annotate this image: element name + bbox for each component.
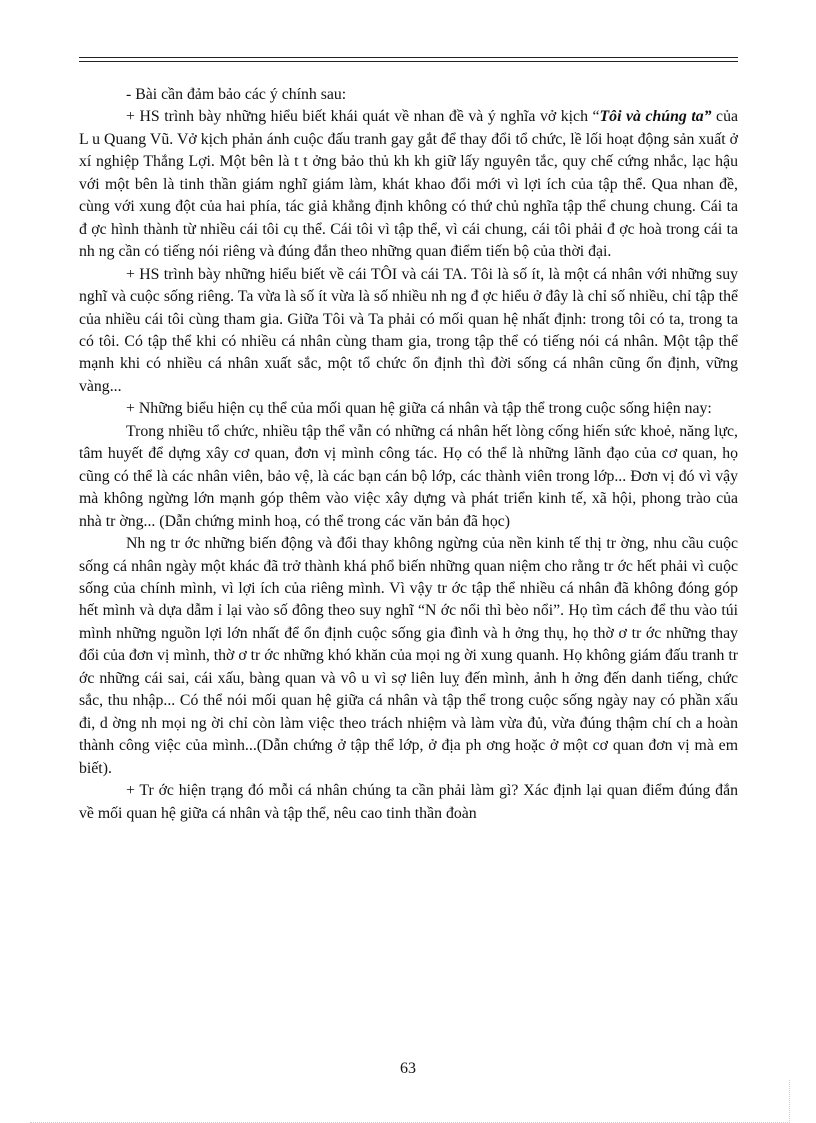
page-number: 63 xyxy=(400,1060,416,1077)
paragraph: Trong nhiều tổ chức, nhiều tập thể vẫn có những cá nhân hết lòng cống hiến sức khoẻ, năng lực, tâm huyết để dựng xây cơ quan, đơn vị mình công tác. Họ có thể là những lãnh đạo của cơ quan, họ cũng có thể là các nhân viên, bảo vệ, là các bạn cán bộ lớp, các thành viên trong lớp... Đơn vị đó vì vậy mà không ngừng lớn mạnh góp thêm vào việc xây dựng và phát triển kinh tế, xã hội, phong trào của nhà tr ờng... (Dẫn chứng minh hoạ, có thể trong các văn bản đã học) xyxy=(79,422,738,530)
play-title: Tôi và chúng ta” xyxy=(599,108,712,126)
header-rule-bottom xyxy=(79,61,738,62)
paragraph: - Bài cần đảm bảo các ý chính sau: xyxy=(126,86,347,103)
paragraph: Nh ng tr ớc những biến động và đổi thay không ngừng của nền kinh tế thị tr ờng, nhu cầu cuộc sống cá nhân ngày một khác đã trở thành khá phổ biến những quan niệm cho rằng tr ớc hết phải vì cuộc sống của chính mình, vì lợi ích của riêng mình. Vì vậy tr ớc tập thể nhiều cá nhân đã không đóng góp hết mình và dựa dẫm ỉ lại vào số đông theo suy nghĩ “N ớc nổi thì bèo nổi”. Họ tìm cách để thu vào túi mình những nguồn lợi lớn nhất để ổn định cuộc sống gia đình và h ởng thụ, họ thờ ơ tr ớc những thay đổi của đơn vị mình, thờ ơ tr ớc những khó khăn của mọi ng ời xung quanh. Họ không giám đấu tranh tr ớc những cái sai, cái xấu, bàng quan và vô u vì sợ liên luỵ đến mình, ảnh h ởng đến danh tiếng, chức sắc, thu nhập... Có thể nói mối quan hệ giữa cá nhân và tập thể trong cuộc sống ngày nay có phần xấu đi, d ờng nh mọi ng ời chỉ còn làm việc theo trách nhiệm và làm vừa đủ, vừa đúng thậm chí ch a hoàn thành công việc của mình...(Dẫn chứng ở tập thể lớp, ở địa ph ơng hoặc ở một cơ quan đơn vị mà em biết). xyxy=(79,535,738,777)
paragraph: + HS trình bày những hiểu biết về cái TÔI và cái TA. Tôi là số ít, là một cá nhân với những suy nghĩ và cuộc sống riêng. Ta vừa là số ít vừa là số nhiều nh ng đ ợc hiểu ở đây là chỉ số nhiều, chỉ tập thể của nhiều cái tôi cùng tham gia. Giữa Tôi và Ta phải có mối quan hệ nhất định: trong tôi có ta, trong ta có tôi. Có tập thể khi có nhiều cá nhân cùng tham gia, trong tập thể có tiếng nói cá nhân. Một tập thể mạnh khi có nhiều cá nhân xuất sắc, một tổ chức ổn định thì đời sống cá nhân cũng ổn định, vững vàng... xyxy=(79,265,738,395)
paragraph: + Những biểu hiện cụ thể của mối quan hệ giữa cá nhân và tập thể trong cuộc sống hiện nay: xyxy=(126,400,712,418)
footer-dotted-edge xyxy=(789,1080,790,1123)
document-body xyxy=(79,84,738,825)
paragraph: + Tr ớc hiện trạng đó mỗi cá nhân chúng ta cần phải làm gì? Xác định lại quan điểm đúng đắn về mối quan hệ giữa cá nhân và tập thể, nêu cao tinh thần đoàn xyxy=(79,782,738,822)
paragraph: + HS trình bày những hiểu biết khái quát về nhan đề và ý nghĩa vở kịch “Tôi và chúng ta” của L u Quang Vũ. Vở kịch phản ánh cuộc đấu tranh gay gắt để thay đổi tổ chức, lề lối hoạt động sản xuất ở xí nghiệp Thắng Lợi. Một bên là t t ởng bảo thủ kh kh giữ lấy nguyên tắc, quy chế cứng nhắc, lạc hậu với một bên là tinh thần giám nghĩ giám làm, khát khao đổi mới vì lợi ích của tập thể. Qua nhan đề, cùng với xung đột của hai phía, tác giả khẳng định không có thứ chủ nghĩa tập thể chung chung. Cái ta đ ợc hình thành từ nhiều cái tôi cụ thể. Cái tôi vì tập thể, vì cái chung, cái tôi phải đ ợc hoà trong cái ta nh ng cần có tiếng nói riêng và đúng đắn theo những quan điểm tiến bộ của thời đại. xyxy=(79,108,738,261)
header-rule-top xyxy=(79,57,738,58)
